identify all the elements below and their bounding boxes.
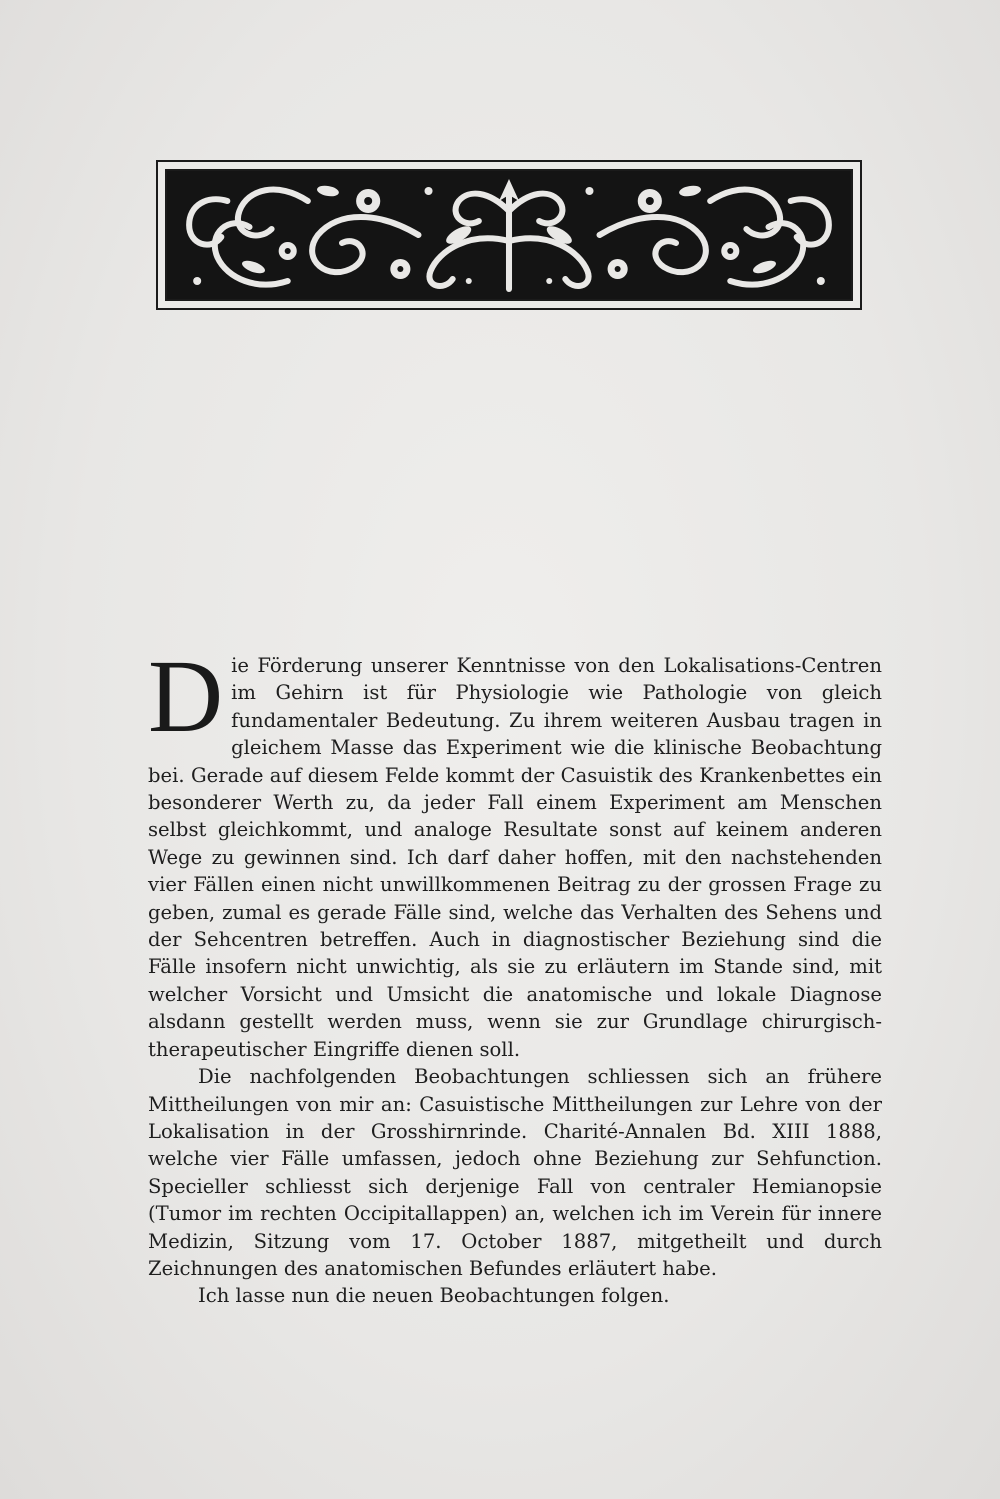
- drop-cap-initial: D: [148, 639, 224, 754]
- article-body: [148, 639, 882, 1310]
- floral-vignette-ornament-icon: [165, 169, 853, 301]
- paragraph-2: Die nachfolgenden Beobachtungen schliessen sich an frühere Mittheilungen von mir an: Casuistische Mittheilungen zur Lehre von der Lokalisation in der Grosshirnrinde. Charité-Annalen Bd. XIII 1888, welche vier Fälle umfassen, jedoch ohne Beziehung zur Sehfunction. Specieller schliesst sich derjenige Fall von centraler Hemianopsie (Tumor im rechten Occipitallappen) an, welchen ich im Verein für innere Medizin, Sitzung vom 17. October 1887, mitgetheilt und durch Zeichnungen des anatomischen Befundes erläutert habe.: [148, 1065, 882, 1280]
- paragraph-1-text: ie Förderung unserer Kenntnisse von den Lokalisations-Centren im Gehirn ist für Physiologie wie Pathologie von gleich fundamentaler Bedeutung. Zu ihrem weiteren Ausbau tragen in gleichem Masse das Experiment wie die klinische Beobachtung bei. Gerade auf diesem Felde kommt der Casuistik des Krankenbettes ein besonderer Werth zu, da jeder Fall einem Experiment am Menschen selbst gleichkommt, und analoge Resultate sonst auf keinem anderen Wege zu gewinnen sind. Ich darf daher hoffen, mit den nachstehenden vier Fällen einen nicht unwillkommenen Beitrag zu der grossen Frage zu geben, zumal es gerade Fälle sind, welche das Verhalten des Sehens und der Sehcentren betreffen. Auch in diagnostischer Beziehung sind die Fälle insofern nicht unwichtig, als sie zu erläutern im Stande sind, mit welcher Vorsicht und Umsicht die anatomische und lokale Diagnose alsdann gestellt werden muss, wenn sie zur Grundlage chirurgisch-therapeutischer Eingriffe dienen soll.: [148, 654, 882, 1061]
- paragraph-1: [148, 639, 882, 1063]
- headpiece-frame: [156, 160, 862, 310]
- paragraph-3: Ich lasse nun die neuen Beobachtungen folgen.: [198, 1284, 670, 1308]
